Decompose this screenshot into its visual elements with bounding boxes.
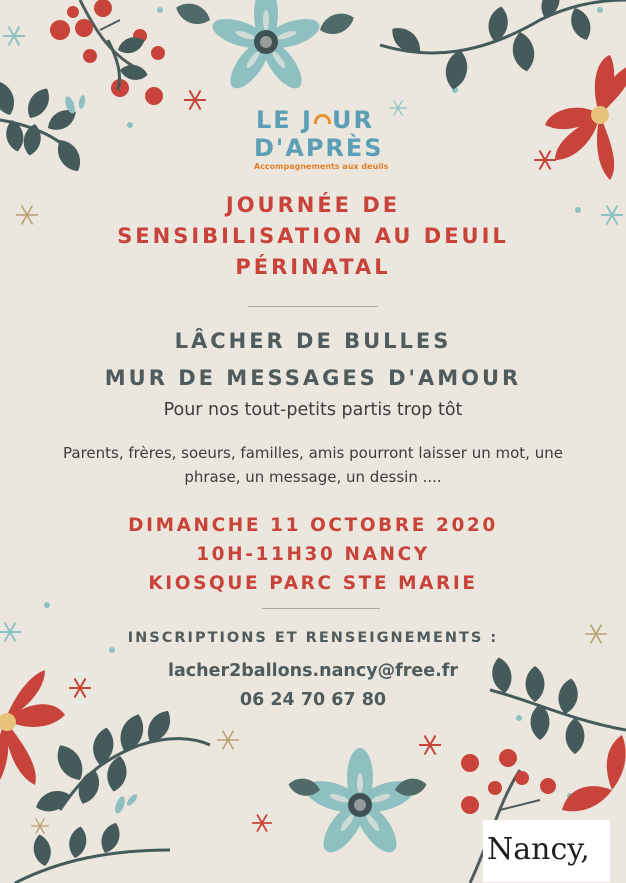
event-title	[0, 190, 626, 283]
contact-details	[0, 657, 626, 715]
description-line-2: phrase, un message, un dessin ....	[184, 468, 442, 486]
event-details	[0, 511, 626, 598]
top-left-berry-branch	[50, 0, 165, 105]
star-red-top	[184, 91, 206, 110]
contact-heading: INSCRIPTIONS ET RENSEIGNEMENTS :	[127, 630, 499, 646]
star-red-bottomright	[419, 736, 441, 755]
star-red-right	[534, 151, 556, 170]
teal-drops-bottomleft	[113, 793, 139, 815]
event-time-place: 10H-11H30 NANCY	[196, 544, 430, 565]
event-venue: KIOSQUE PARC STE MARIE	[148, 573, 478, 594]
title-line-1: JOURNÉE DE	[225, 193, 401, 217]
logo-line-1: LE J UR	[256, 106, 374, 134]
title-line-2: SENSIBILISATION AU DEUIL	[117, 224, 509, 248]
nancy-logo-text: Nancy,	[487, 832, 590, 867]
subtitle: Pour nos tout-petits partis trop tôt	[163, 400, 463, 420]
star-teal-topleft	[3, 27, 25, 46]
description-line-1: Parents, frères, soeurs, familles, amis pourront laisser un mot, une	[63, 444, 563, 462]
activities	[0, 323, 626, 397]
logo-line-2: D'APRÈS	[254, 134, 384, 162]
title-line-3: PÉRINATAL	[235, 255, 391, 279]
description	[0, 441, 626, 489]
top-right-flower-red	[545, 55, 626, 180]
event-date: DIMANCHE 11 OCTOBRE 2020	[128, 515, 498, 536]
star-teal-top2	[389, 100, 407, 115]
logo-tagline: Accompagnements aux deuils	[254, 162, 389, 171]
top-flower-teal	[209, 0, 323, 94]
top-right-leaf-branch	[380, 0, 626, 91]
nancy-city-logo	[483, 820, 610, 882]
top-left-leaf-branch	[0, 78, 86, 176]
star-gold-bottom	[217, 731, 239, 750]
activity-line-1: LÂCHER DE BULLES	[174, 329, 452, 353]
sunrise-o-icon	[314, 114, 331, 124]
activity-line-2: MUR DE MESSAGES D'AMOUR	[104, 366, 522, 390]
divider-top	[248, 306, 378, 307]
le-jour-dapres-logo	[250, 106, 390, 171]
contact-email[interactable]: lacher2ballons.nancy@free.fr	[167, 661, 459, 681]
divider-bottom	[262, 608, 380, 609]
star-red-bottom	[252, 814, 272, 831]
bottom-flower-teal	[302, 748, 418, 859]
contact-phone[interactable]: 06 24 70 67 80	[239, 690, 387, 710]
star-gold-bottomleft	[31, 818, 49, 833]
